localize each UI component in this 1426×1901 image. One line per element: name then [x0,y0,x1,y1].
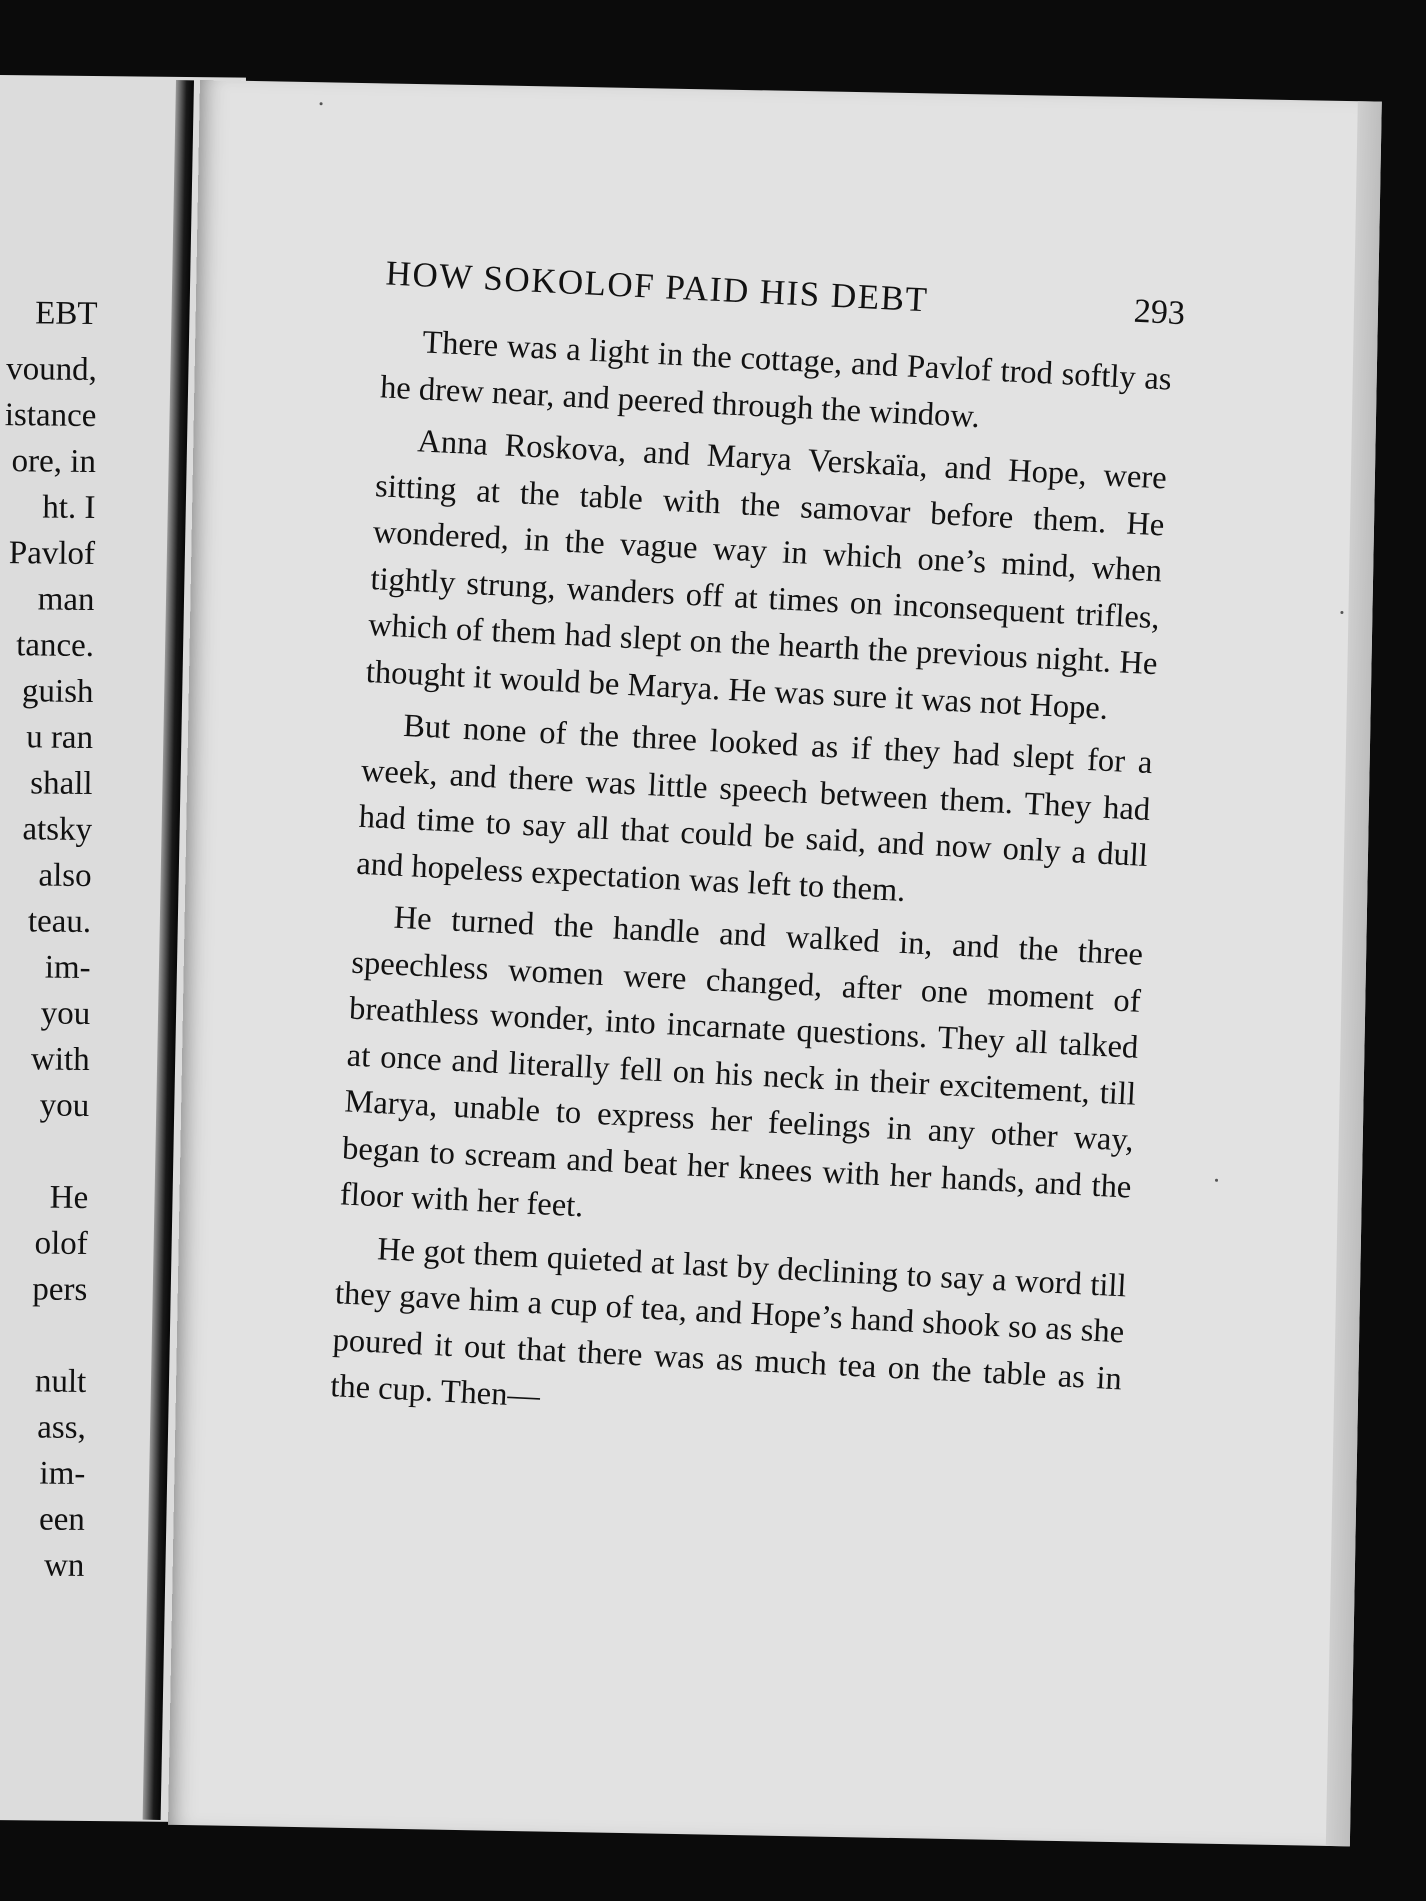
previous-page-line: im- [44,949,91,986]
previous-page-line: wn [43,1547,85,1584]
previous-page-line: atsky [22,811,93,849]
current-page [168,80,1382,1846]
scan-speck [1340,611,1343,614]
previous-page-line: shall [30,765,93,803]
running-title: HOW SOKOLOF PAID HIS DEBT [384,253,930,320]
previous-page-line: Pavlof [8,535,96,573]
previous-page-line: vound, [5,351,98,389]
paragraph: There was a light in the cottage, and Pavlof trod softly as he drew near, and peered through the window. [379,324,1173,435]
previous-page-line: nult [34,1363,87,1400]
previous-page-line: you [40,995,91,1032]
previous-page-line: istance [4,397,97,435]
paragraph: He got them quieted at last by declining to say a word till they gave him a cup of tea, and Hope’s hand shook so as she poured it out that there was as much tea on the table as in the cup. Then— [329,1230,1128,1415]
scan-speck [320,102,323,105]
previous-page-line: you [39,1087,90,1124]
paragraph: But none of the three looked as if they had slept for a week, and there was little speech between them. They had had time to say all that could be said, and now only a dull and hopeless expectation was left to them. [355,707,1154,909]
scan-specks [200,80,1382,102]
previous-page-line: He [49,1179,89,1216]
paragraph: He turned the handle and walked in, and the three speechless women were changed, after one moment of breathless wonder, into incarnate questions. They all talked at once and literally fell on his neck in their excitement, till Marya, unable to express her feelings in any other way, began to scream and beat her knees with her hands, and the floor with her feet. [339,899,1144,1225]
previous-page-line: ass, [37,1409,87,1446]
previous-page-blank-line [0,1128,89,1175]
previous-page-line: tance. [15,627,95,665]
previous-page-line: ore, in [11,443,97,481]
previous-page-line: guish [21,673,94,711]
previous-page-line: im- [39,1455,86,1492]
previous-page-line: pers [32,1271,88,1308]
previous-page-line: een [38,1501,86,1538]
previous-page-blank-line [0,1312,87,1359]
previous-page-line: olof [34,1225,88,1262]
previous-page-line: teau. [27,903,92,940]
previous-page-line: with [30,1041,90,1078]
previous-page-text [0,290,98,1589]
scan-speck [1215,1179,1218,1182]
previous-page-line: u ran [25,719,94,757]
page-edge [1326,101,1382,1846]
page-content [329,253,1186,1454]
paragraph: Anna Roskova, and Marya Verskaïa, and Hope, were sitting at the table with the samovar before them. He wondered, in the vague way in which one’s mind, when tightly strung, wanders off at times on inconsequent trifles, which of them had slept on the hearth the previous night. He thought it would be Marya. He was sure it was not Hope. [365,423,1168,727]
previous-page-running-head: EBT [34,295,98,333]
page-number: 293 [1132,292,1186,333]
previous-page-line: man [37,581,95,619]
previous-page-line: ht. I [42,489,96,527]
previous-page-line: also [38,857,92,895]
